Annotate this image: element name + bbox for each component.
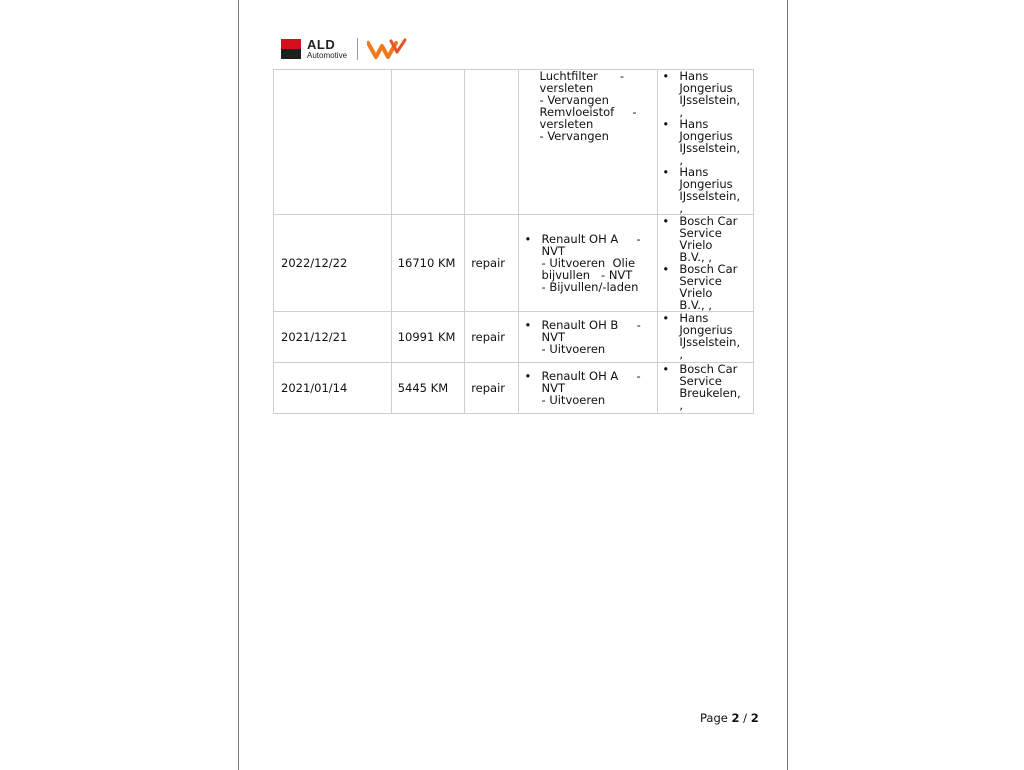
logo-subtitle: Automotive [307,51,348,60]
odometer-cell: 5445 KM [391,363,464,414]
type-cell: repair [465,312,518,363]
document-page [238,0,788,770]
maintenance-history-body [274,70,754,414]
ald-automotive-logo [281,36,431,62]
description-cell [518,363,658,414]
total-pages: 2 [750,711,759,725]
brand-w-icon [367,38,407,60]
date-cell: 2022/12/22 [274,215,392,312]
dealer-cell [658,363,754,414]
date-cell: 2021/01/14 [274,363,392,414]
list-item: • Hans Jongerius IJsselstein, , [662,166,747,214]
list-item: • Renault OH A - NVT - Uitvoeren [525,370,652,406]
page-label: Page [700,711,728,725]
dealer-list [662,215,747,311]
description-text: Luchtfilter - versleten - Vervangen Remvloeistof - versleten - Vervangen [539,69,637,143]
table-row [274,312,754,363]
list-item: • Bosch Car Service Vrielo B.V., , [662,215,747,263]
list-item: • Renault OH B - NVT - Uitvoeren [525,319,652,355]
odometer-cell: 16710 KM [391,215,464,312]
description-list [525,319,652,355]
date-cell: 2021/12/21 [274,312,392,363]
date-cell [274,70,392,215]
current-page: 2 [731,711,740,725]
list-item: • Renault OH A - NVT - Uitvoeren Olie bijvullen - NVT - Bijvullen/-laden [525,233,652,293]
list-item: • Hans Jongerius IJsselstein, , [662,312,747,360]
ald-logo-mark-icon [281,39,301,59]
type-cell: repair [465,215,518,312]
list-item: • Bosch Car Service Vrielo B.V., , [662,263,747,311]
logo-name: ALD [307,37,336,52]
type-cell [465,70,518,215]
odometer-cell: 10991 KM [391,312,464,363]
odometer-cell [391,70,464,215]
table-row [274,363,754,414]
table-row [274,215,754,312]
dealer-cell [658,70,754,215]
page-separator: / [743,711,748,725]
dealer-list [662,363,747,411]
description-list [525,370,652,406]
description-cell [518,312,658,363]
dealer-list [662,312,747,360]
logo-divider [357,38,358,60]
description-cell [518,70,658,215]
list-item: • Bosch Car Service Breukelen, , [662,363,747,411]
dealer-list [662,70,747,214]
page-number [700,711,759,725]
maintenance-history-table [273,69,754,414]
list-item: • Hans Jongerius IJsselstein, , [662,118,747,166]
description-cell [518,215,658,312]
list-item: • Hans Jongerius IJsselstein, , [662,70,747,118]
table-row [274,70,754,215]
dealer-cell [658,215,754,312]
dealer-cell [658,312,754,363]
description-list [525,233,652,293]
type-cell: repair [465,363,518,414]
